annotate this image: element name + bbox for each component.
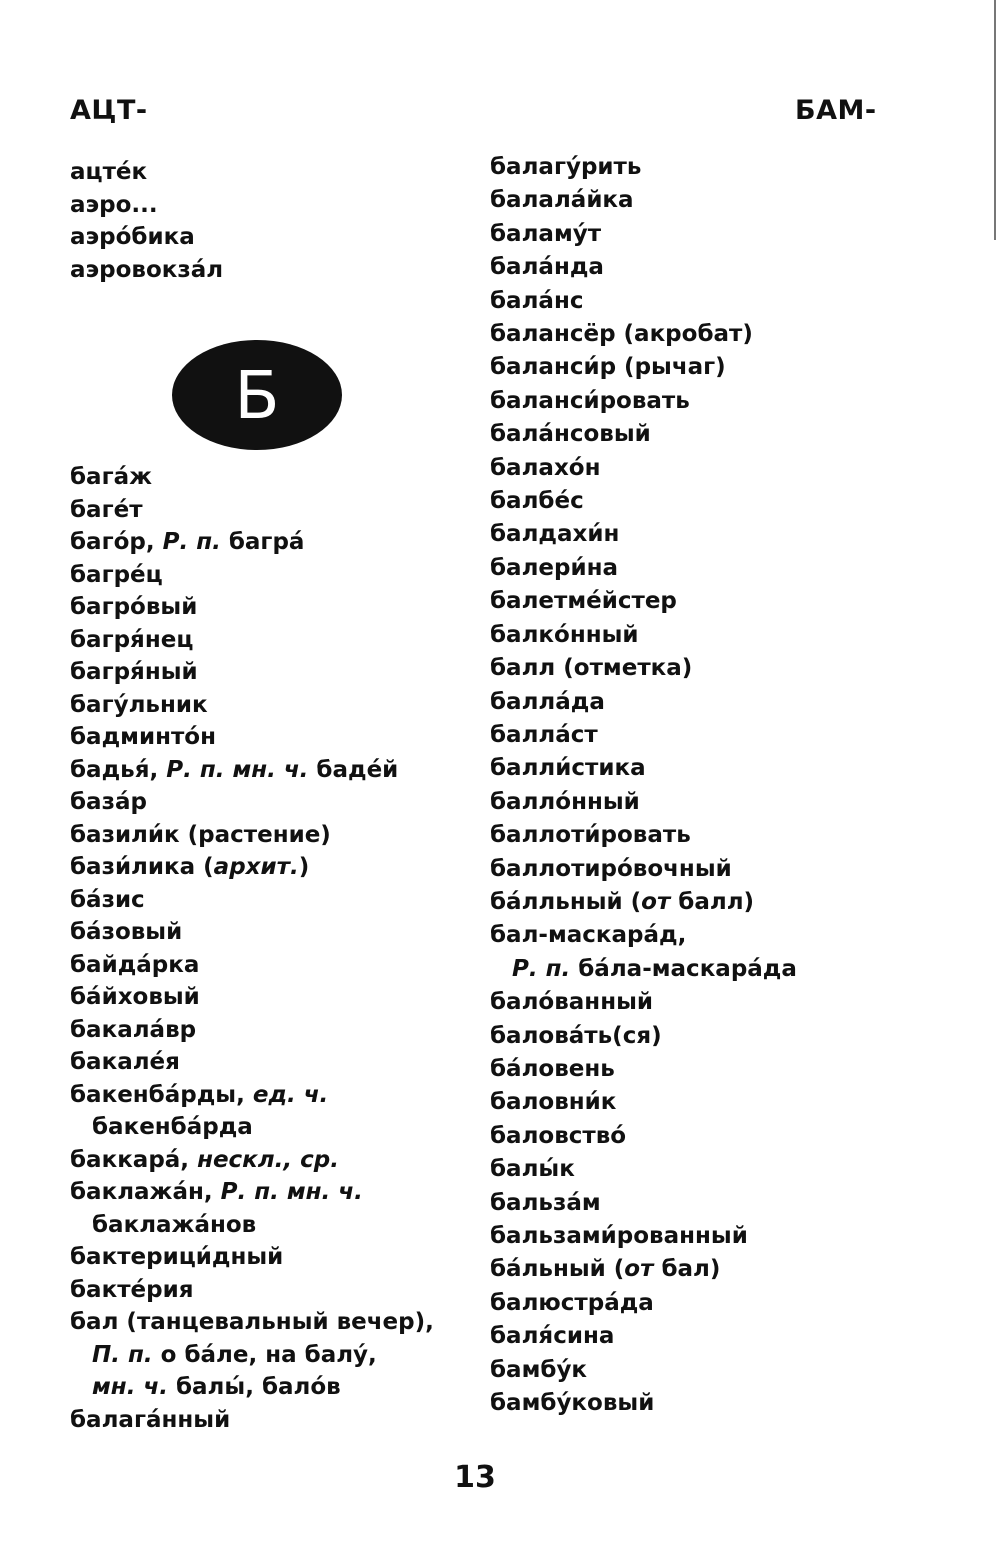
entry-text: аэровокза́л — [70, 256, 224, 283]
entry-text: баге́т — [70, 496, 143, 523]
dictionary-entry — [490, 351, 797, 384]
dictionary-entry — [490, 552, 797, 585]
dictionary-entry — [70, 949, 434, 982]
dictionary-entry — [70, 1014, 434, 1047]
entry-text: бал (танцевальный вечер), — [70, 1309, 434, 1335]
grammar-note: Р. п. мн. ч. — [166, 756, 309, 783]
dictionary-entry — [490, 786, 797, 819]
entry-text: бадья́, — [70, 756, 167, 783]
dictionary-entry — [490, 151, 797, 184]
dictionary-entry — [490, 1153, 797, 1186]
grammar-note: Р. п. — [162, 529, 221, 555]
dictionary-entry — [490, 518, 797, 551]
entry-text: бал) — [653, 1256, 721, 1283]
entry-text: бакенба́рды, — [70, 1081, 253, 1108]
entry-text: баловни́к — [490, 1089, 617, 1116]
entry-text: ) — [298, 854, 310, 880]
dictionary-entry — [490, 1120, 797, 1153]
entry-text: бала́нсовый — [490, 421, 651, 448]
dictionary-entry — [70, 1371, 434, 1404]
entry-text: бамбу́к — [490, 1356, 588, 1383]
entry-text: баланси́р (рычаг) — [490, 354, 726, 381]
entry-text: балы́к — [490, 1156, 575, 1183]
dictionary-entry — [490, 619, 797, 652]
entry-text: багря́ный — [70, 659, 198, 685]
entry-list-left — [70, 461, 434, 1436]
entry-text: аэро́бика — [70, 224, 195, 250]
dictionary-entry — [490, 986, 797, 1019]
entry-text: ба́льный ( — [490, 1256, 625, 1283]
entry-text: ба́йховый — [70, 984, 200, 1010]
dictionary-entry — [70, 221, 223, 254]
dictionary-entry — [70, 526, 434, 559]
dictionary-entry — [490, 919, 797, 952]
entry-text: багра́ — [220, 529, 305, 555]
page-number: 13 — [454, 1460, 496, 1495]
entry-text: балансёр (акробат) — [490, 321, 753, 348]
dictionary-entry — [70, 851, 434, 884]
entry-text: балло́нный — [490, 788, 640, 815]
dictionary-entry — [70, 1144, 434, 1177]
dictionary-entry — [490, 1253, 797, 1286]
entry-text: бала́нс — [490, 287, 584, 314]
entry-text: бальза́м — [490, 1189, 601, 1216]
grammar-note: Р. п. — [512, 955, 571, 982]
dictionary-entry — [490, 819, 797, 852]
entry-text: бага́ж — [70, 464, 153, 490]
entry-text: о ба́ле, на балу́, — [152, 1341, 377, 1368]
dictionary-entry — [490, 652, 797, 685]
entry-text: балы́, бало́в — [167, 1374, 341, 1400]
entry-text: бази́лика ( — [70, 854, 214, 880]
dictionary-entry — [490, 1020, 797, 1053]
entry-text: баде́й — [308, 756, 399, 783]
dictionary-entry — [490, 184, 797, 217]
grammar-note: Р. п. мн. ч. — [220, 1179, 363, 1205]
dictionary-entry — [70, 494, 434, 527]
entry-text: бадминто́н — [70, 724, 216, 750]
dictionary-entry — [490, 1320, 797, 1353]
dictionary-entry — [490, 1387, 797, 1420]
entry-text: база́р — [70, 789, 147, 815]
entry-text: ба́зовый — [70, 919, 183, 945]
entry-list-left-top — [70, 156, 223, 286]
entry-text: бала́нда — [490, 254, 604, 281]
grammar-note: от — [624, 1256, 654, 1283]
dictionary-entry — [70, 1176, 434, 1209]
dictionary-entry — [70, 189, 223, 222]
dictionary-entry — [70, 156, 223, 189]
entry-text: ба́лльный ( — [490, 888, 642, 915]
dictionary-entry — [490, 251, 797, 284]
guide-word-left: АЦТ- — [70, 95, 148, 126]
grammar-note: П. п. — [92, 1341, 153, 1368]
entry-text: балла́ст — [490, 721, 598, 748]
entry-text: балага́нный — [70, 1406, 231, 1433]
dictionary-entry — [70, 819, 434, 852]
entry-text: бальзами́рованный — [490, 1223, 748, 1249]
dictionary-entry — [70, 254, 223, 287]
entry-text: бал-маскара́д, — [490, 922, 687, 949]
dictionary-entry — [70, 1046, 434, 1079]
entry-text: ба́ловень — [490, 1055, 615, 1082]
dictionary-entry — [70, 1241, 434, 1274]
entry-text: балл (отметка) — [490, 655, 693, 682]
entry-text: бамбу́ковый — [490, 1390, 655, 1417]
dictionary-entry — [490, 418, 797, 451]
entry-text: балахо́н — [490, 454, 601, 481]
guide-word-right: БАМ- — [795, 95, 877, 126]
letter-section-badge: Б — [172, 340, 342, 450]
dictionary-entry — [490, 1220, 797, 1253]
dictionary-entry — [490, 1287, 797, 1320]
entry-text: баланси́ровать — [490, 387, 690, 414]
entry-text: балл) — [670, 888, 755, 915]
entry-text: бакале́я — [70, 1049, 180, 1075]
dictionary-entry — [490, 385, 797, 418]
entry-text: балала́йка — [490, 187, 634, 214]
entry-text: бакала́вр — [70, 1016, 197, 1043]
dictionary-entry — [490, 1053, 797, 1086]
entry-text: баллотиро́вочный — [490, 855, 732, 882]
dictionary-entry — [490, 1187, 797, 1220]
entry-text: аэро... — [70, 191, 158, 218]
entry-text: бало́ванный — [490, 989, 653, 1016]
scan-edge-line — [994, 0, 996, 240]
entry-text: баклажа́н, — [70, 1179, 221, 1205]
entry-text: балдахи́н — [490, 521, 620, 548]
dictionary-entry — [490, 452, 797, 485]
entry-text: балова́ть(ся) — [490, 1022, 662, 1049]
entry-text: ба́зис — [70, 886, 145, 913]
dictionary-entry — [70, 689, 434, 722]
dictionary-entry — [70, 461, 434, 494]
entry-list-right — [490, 151, 797, 1420]
entry-text: баккара́, — [70, 1146, 198, 1173]
dictionary-entry — [70, 1404, 434, 1437]
dictionary-entry — [70, 656, 434, 689]
dictionary-entry — [70, 916, 434, 949]
dictionary-entry — [70, 1111, 434, 1144]
entry-text: байда́рка — [70, 951, 200, 978]
entry-text: баламу́т — [490, 220, 602, 247]
dictionary-entry — [490, 1086, 797, 1119]
entry-text: бактерици́дный — [70, 1244, 284, 1270]
dictionary-entry — [490, 752, 797, 785]
dictionary-entry — [490, 585, 797, 618]
entry-text: ба́ла-маскара́да — [570, 955, 797, 982]
entry-text: балко́нный — [490, 621, 639, 648]
entry-text: балери́на — [490, 554, 619, 581]
dictionary-entry — [490, 218, 797, 251]
dictionary-entry — [490, 719, 797, 752]
entry-text: балюстра́да — [490, 1289, 654, 1316]
dictionary-entry — [490, 1354, 797, 1387]
entry-text: баля́сина — [490, 1323, 615, 1350]
grammar-note: архит. — [213, 854, 299, 880]
dictionary-entry — [70, 754, 434, 787]
dictionary-entry — [70, 1306, 434, 1339]
dictionary-entry — [70, 1209, 434, 1242]
dictionary-entry — [490, 285, 797, 318]
dictionary-entry — [490, 686, 797, 719]
dictionary-entry — [70, 884, 434, 917]
dictionary-entry — [70, 721, 434, 754]
entry-text: ацте́к — [70, 159, 148, 185]
entry-text: балли́стика — [490, 755, 646, 782]
entry-continuation: баклажа́нов — [92, 1211, 257, 1238]
dictionary-entry — [490, 318, 797, 351]
dictionary-entry — [70, 1339, 434, 1372]
entry-text: балла́да — [490, 688, 605, 715]
entry-text: балагу́рить — [490, 154, 642, 180]
dictionary-entry — [70, 1079, 434, 1112]
grammar-note: мн. ч. — [92, 1374, 168, 1400]
dictionary-entry — [70, 786, 434, 819]
entry-text: балбе́с — [490, 488, 584, 515]
entry-continuation: бакенба́рда — [92, 1114, 253, 1140]
entry-text: бакте́рия — [70, 1276, 194, 1303]
dictionary-entry — [490, 953, 797, 986]
entry-text: баловство́ — [490, 1122, 627, 1149]
dictionary-entry — [70, 559, 434, 592]
grammar-note: ед. ч. — [252, 1081, 329, 1108]
dictionary-entry — [70, 591, 434, 624]
entry-text: баго́р, — [70, 529, 163, 555]
dictionary-entry — [70, 1274, 434, 1307]
grammar-note: от — [641, 888, 671, 915]
dictionary-entry — [490, 853, 797, 886]
entry-text: баллоти́ровать — [490, 822, 691, 849]
entry-text: багре́ц — [70, 561, 163, 588]
entry-text: базили́к (растение) — [70, 821, 331, 848]
dictionary-entry — [70, 981, 434, 1014]
entry-text: багу́льник — [70, 691, 208, 718]
entry-text: багря́нец — [70, 626, 194, 653]
entry-text: багро́вый — [70, 594, 198, 620]
dictionary-entry — [490, 886, 797, 919]
dictionary-entry — [490, 485, 797, 518]
entry-text: балетме́йстер — [490, 588, 677, 615]
dictionary-entry — [70, 624, 434, 657]
grammar-note: нескл., ср. — [197, 1146, 339, 1173]
